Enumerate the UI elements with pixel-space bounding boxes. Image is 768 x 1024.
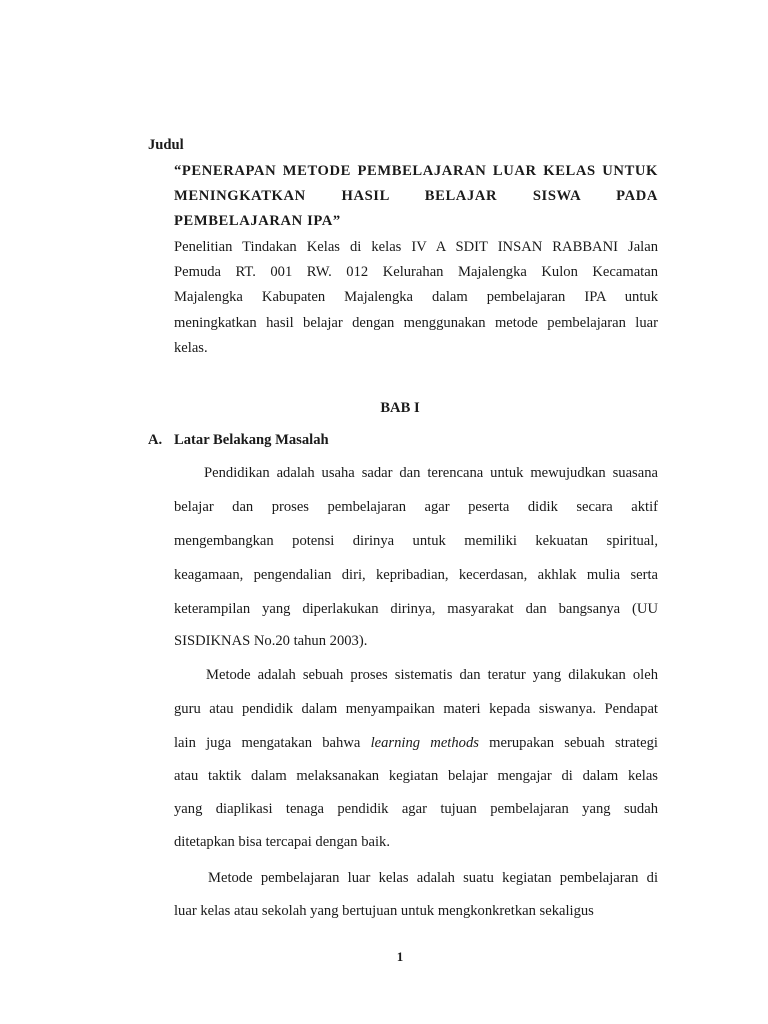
- body-line-4: keagamaan, pengendalian diri, kepribadian, kecerdasan, akhlak mulia serta: [174, 567, 658, 583]
- body-line-1: Pendidikan adalah usaha sadar dan terencana untuk mewujudkan suasana: [204, 465, 658, 481]
- subtitle-line-4: meningkatkan hasil belajar dengan menggunakan metode pembelajaran luar: [174, 315, 658, 331]
- subtitle-line-1: Penelitian Tindakan Kelas di kelas IV A SDIT INSAN RABBANI Jalan: [174, 239, 658, 255]
- body-line-12: ditetapkan bisa tercapai dengan baik.: [174, 834, 390, 850]
- page-number: 1: [396, 949, 404, 964]
- section-marker: A.: [148, 432, 163, 448]
- section-title: Latar Belakang Masalah: [174, 432, 329, 448]
- body-line-3: mengembangkan potensi dirinya untuk memiliki kekuatan spiritual,: [174, 533, 658, 549]
- body-line-9: [174, 734, 658, 752]
- title-line-3: PEMBELAJARAN IPA”: [174, 213, 341, 229]
- body-line-9-after: merupakan sebuah strategi: [478, 735, 658, 751]
- heading-label: Judul: [148, 137, 184, 153]
- body-line-5: keterampilan yang diperlakukan dirinya, masyarakat dan bangsanya (UU: [174, 601, 658, 617]
- chapter-heading: BAB I: [380, 400, 420, 416]
- body-line-8: guru atau pendidik dalam menyampaikan materi kepada siswanya. Pendapat: [174, 701, 658, 717]
- title-line-1: “PENERAPAN METODE PEMBELAJARAN LUAR KELAS UNTUK: [174, 163, 658, 179]
- subtitle-line-3: Majalengka Kabupaten Majalengka dalam pembelajaran IPA untuk: [174, 289, 658, 305]
- body-line-7: Metode adalah sebuah proses sistematis dan teratur yang dilakukan oleh: [206, 667, 658, 683]
- title-line-2: MENINGKATKAN HASIL BELAJAR SISWA PADA: [174, 188, 658, 204]
- body-line-2: belajar dan proses pembelajaran agar peserta didik secara aktif: [174, 499, 658, 515]
- body-line-11: yang diaplikasi tenaga pendidik agar tujuan pembelajaran yang sudah: [174, 801, 658, 817]
- body-line-6: SISDIKNAS No.20 tahun 2003).: [174, 633, 368, 649]
- body-line-9-before: lain juga mengatakan bahwa: [174, 735, 371, 751]
- body-line-13: Metode pembelajaran luar kelas adalah suatu kegiatan pembelajaran di: [208, 870, 658, 886]
- body-line-14: luar kelas atau sekolah yang bertujuan untuk mengkonkretkan sekaligus: [174, 903, 594, 919]
- body-line-9-italic: learning methods: [370, 735, 479, 751]
- subtitle-line-5: kelas.: [174, 340, 208, 356]
- subtitle-line-2: Pemuda RT. 001 RW. 012 Kelurahan Majalengka Kulon Kecamatan: [174, 264, 658, 280]
- body-line-10: atau taktik dalam melaksanakan kegiatan belajar mengajar di dalam kelas: [174, 768, 658, 784]
